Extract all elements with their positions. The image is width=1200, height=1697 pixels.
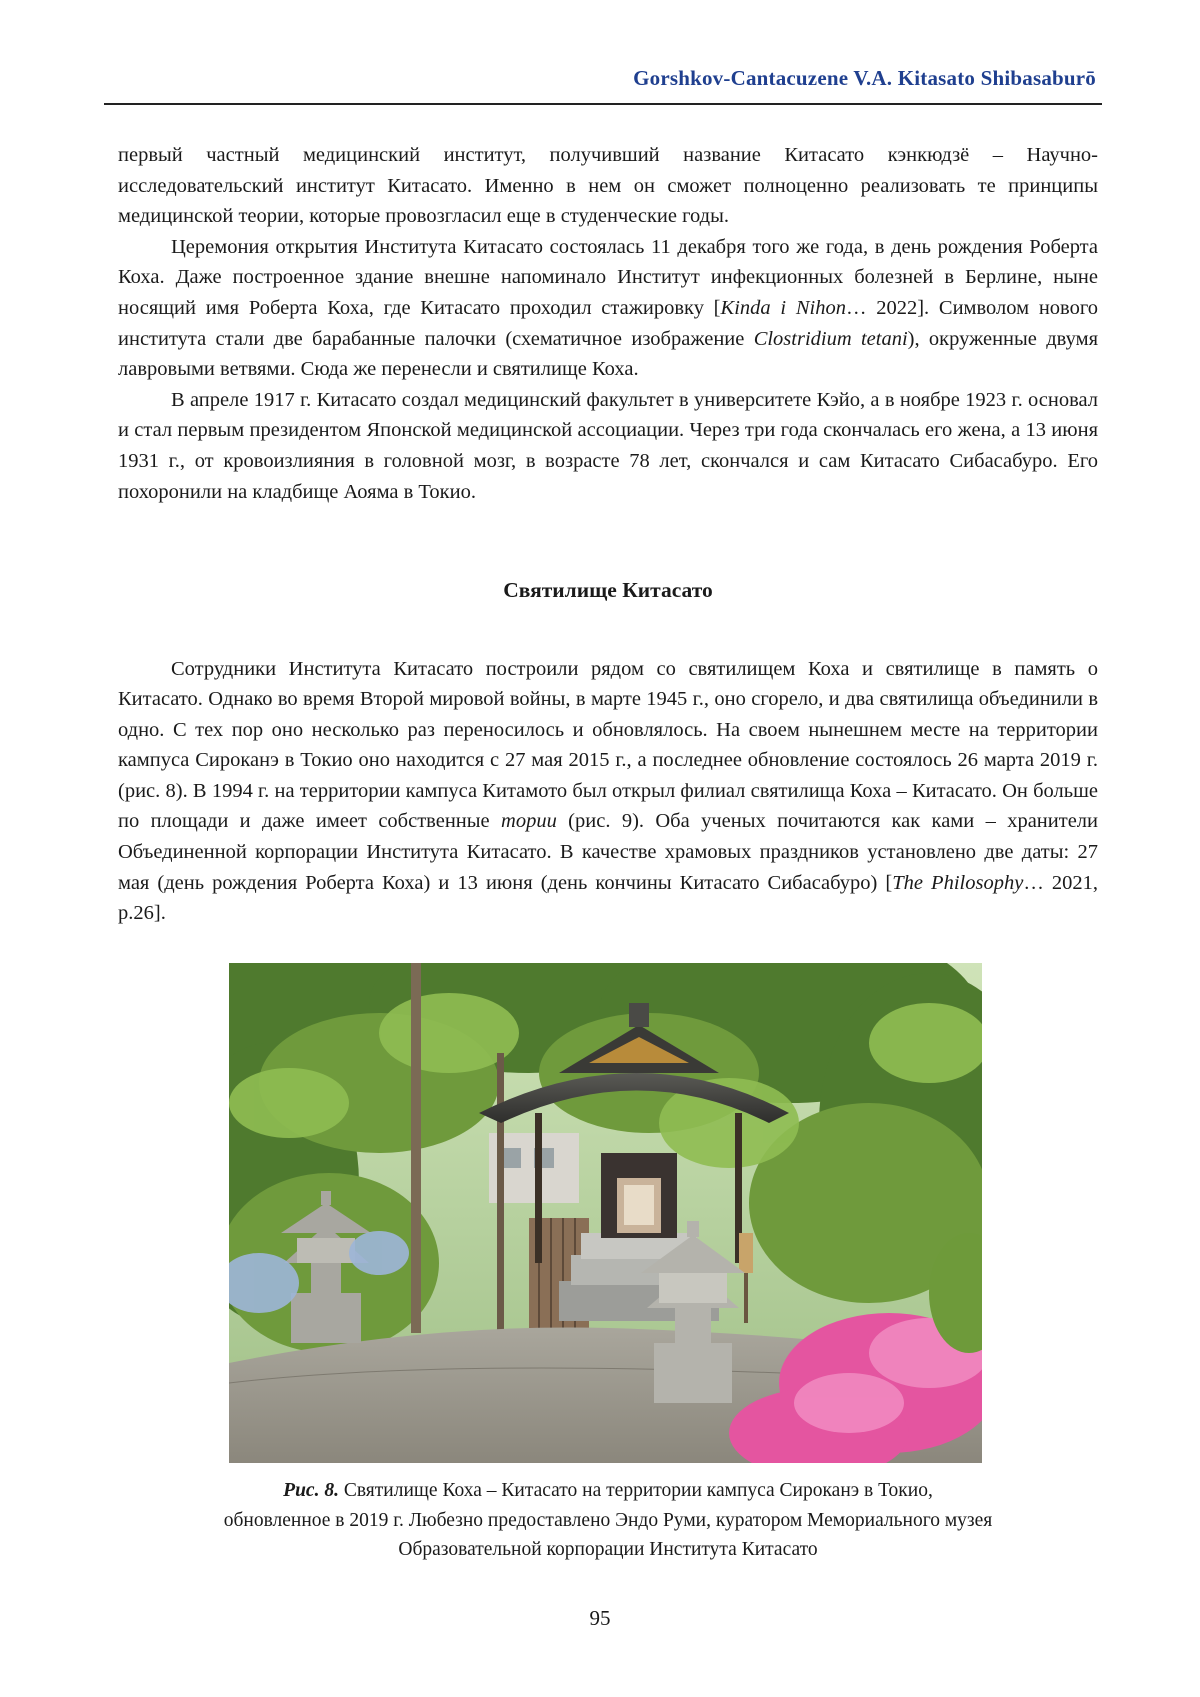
caption-line-2: обновленное в 2019 г. Любезно предоставлено Эндо Руми, куратором Мемориального музея xyxy=(223,1509,993,1531)
caption-label: Рис. 8. xyxy=(283,1480,339,1501)
running-header xyxy=(104,66,1096,91)
paragraph-2: Церемония открытия Института Китасато состоялась 11 декабря того же года, в день рождения Роберта Коха. Даже построенное здание внешне напоминало Институт инфекционных болезней в Берлине, ныне носящий имя Роберта Коха, где Китасато проходил стажировку [Kinda i Nihon… 2022]. Символом нового института стали две барабанные палочки (схематичное изображение Clostridium tetani), окруженные двумя лавровыми ветвями. Сюда же перенесли и святилище Коха. xyxy=(118,235,1099,381)
paragraph-3: В апреле 1917 г. Китасато создал медицинский факультет в университете Кэйо, а в ноябре 1923 г. основал и стал первым президентом Японской медицинской ассоциации. Через три года скончалась его жена, а 13 июня 1931 г., от кровоизлияния в головной мозг, в возрасте 78 лет, скончался и сам Китасато Сибасабуро. Его похоронили на кладбище Аояма в Токио. xyxy=(118,388,1098,503)
figure-caption xyxy=(118,1476,1098,1565)
header-rule xyxy=(104,103,1102,105)
running-title: Gorshkov-Cantacuzene V.A. Kitasato Shibasaburō xyxy=(633,66,1096,90)
section-heading: Святилище Китасато xyxy=(503,578,713,602)
caption-line-1: Рис. 8. Святилище Коха – Китасато на территории кампуса Сироканэ в Токио, xyxy=(283,1480,933,1501)
body-text-section xyxy=(118,633,1098,949)
body-text-top xyxy=(118,140,1098,507)
section-paragraph: Сотрудники Института Китасато построили рядом со святилищем Коха и святилище в память о Китасато. Однако во время Второй мировой войны, в марте 1945 г., оно сгорело, и два святилища объединили в одно. С тех пор оно несколько раз переносилось и обновлялось. На своем нынешнем месте на территории кампуса Сироканэ в Токио оно находится с 27 мая 2015 г., а последнее обновление состоялось 26 марта 2019 г. (рис. 8). В 1994 г. на территории кампуса Китамото был открыл филиал святилища Коха – Китасато. Он больше по площади и даже имеет собственные тории (рис. 9). Оба ученых почитаются как ками – хранители Объединенной корпорации Института Китасато. В качестве храмовых праздников установлено две даты: 27 мая (день рождения Роберта Коха) и 13 июня (день кончины Китасато Сибасабуро) [The Philosophy… 2021, p.26]. xyxy=(118,657,1099,925)
page-number: 95 xyxy=(589,1606,611,1630)
shrine-photo-illustration xyxy=(229,963,982,1463)
shrine-photo xyxy=(229,963,982,1463)
caption-line-3: Образовательной корпорации Института Китасато xyxy=(398,1539,818,1560)
paragraph-1: первый частный медицинский институт, получивший название Китасато кэнкюдзё – Научно-исследовательский институт Китасато. Именно в нем он сможет полноценно реализовать те принципы медицинской теории, которые провозгласил еще в студенческие годы. xyxy=(118,144,1098,228)
